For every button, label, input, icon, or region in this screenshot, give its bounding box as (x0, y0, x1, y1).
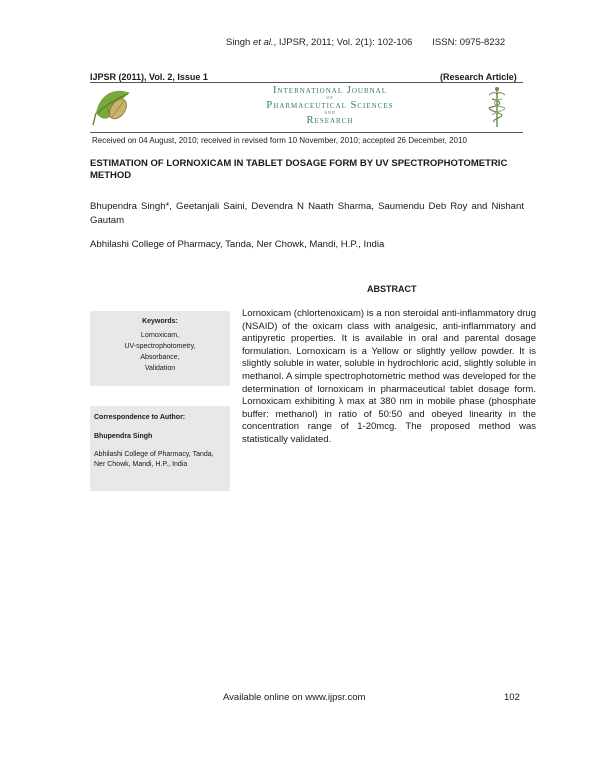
correspondence-box (90, 406, 230, 491)
keyword-item: UV-spectrophotometry, (124, 343, 196, 350)
article-type: (Research Article) (440, 72, 517, 82)
running-head-author: Singh (226, 37, 251, 48)
journal-name-line2: of (326, 95, 334, 101)
journal-name-line4: and (324, 110, 336, 116)
running-head (226, 37, 505, 48)
footer-online: Available online on www.ijpsr.com (223, 692, 366, 703)
keywords-heading: Keywords: (142, 318, 178, 325)
received-dates: Received on 04 August, 2010; received in revised form 10 November, 2010; accepted 26 December, 2010 (92, 136, 467, 145)
abstract-heading: ABSTRACT (367, 284, 417, 294)
journal-info: IJPSR (2011), Vol. 2, Issue 1 (90, 72, 208, 82)
keyword-item: Validation (144, 365, 176, 372)
running-head-etal: et al. (252, 37, 274, 48)
issn: ISSN: 0975-8232 (432, 37, 506, 48)
keyword-item: Lornoxicam, (140, 332, 180, 339)
ginkgo-leaf-icon (92, 83, 137, 128)
affiliation: Abhilashi College of Pharmacy, Tanda, Ner Chowk, Mandi, H.P., India (90, 239, 385, 250)
correspondence-heading: Correspondence to Author: (94, 414, 186, 421)
caduceus-icon (484, 85, 510, 129)
authors: Bhupendra Singh*, Geetanjali Saini, Devendra N Naath Sharma, Saumendu Deb Roy and Nishant Gautam (90, 201, 524, 226)
journal-name-line3: Pharmaceutical Sciences (266, 100, 394, 111)
abstract-text: Lornoxicam (chlortenoxicam) is a non steroidal anti-inflammatory drug (NSAID) of the oxicam class with analgesic, anti-inflammatory and antipyretic properties. It is available in oral and parental dosage formulation. Lornoxicam is a Yellow or slightly yellow powder. It is slightly soluble in water, soluble in hydrochloric acid, slightly soluble in methanol. A simple spectrophotometric method was developed for the determination of lornoxicam in pharmaceutical tablet dosage form. Lornoxicam exhibiting λ max at 380 nm in mobile phase (phosphate buffer: methanol) in ratio of 50:50 and obeyed linearity in the concentration range of 1-20mcg. The proposed method was statistically validated. (242, 308, 536, 445)
correspondence-name: Bhupendra Singh (94, 433, 153, 440)
header-rule-top (90, 82, 523, 83)
journal-name-line5: Research (306, 115, 354, 126)
keyword-item: Absorbance, (140, 354, 180, 361)
page-number: 102 (504, 692, 520, 703)
header-rule-bottom (90, 132, 523, 133)
journal-name-line1: International Journal (272, 85, 388, 96)
journal-name (240, 86, 420, 126)
keywords-box (90, 311, 230, 386)
article-title: ESTIMATION OF LORNOXICAM IN TABLET DOSAGE FORM BY UV SPECTROPHOTOMETRIC METHOD (90, 158, 508, 181)
correspondence-address: Abhilashi College of Pharmacy, Tanda, Ner Chowk, Mandi, H.P., India (94, 451, 214, 468)
running-head-citation: , IJPSR, 2011; Vol. 2(1): 102-106 (273, 37, 413, 48)
